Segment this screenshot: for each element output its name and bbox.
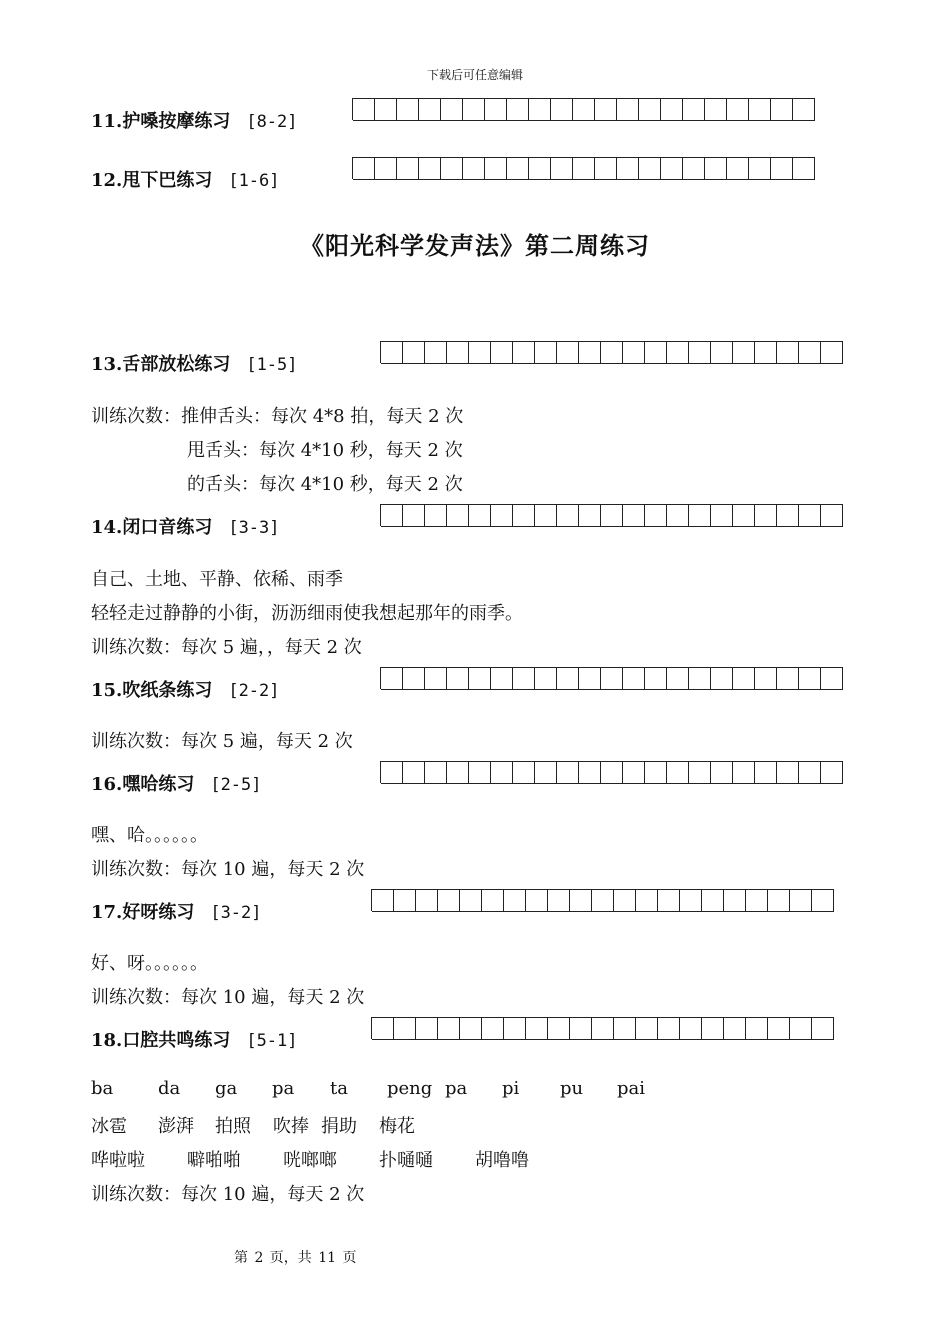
grid-cell: [645, 341, 667, 364]
pinyin-syllable: pai: [617, 1078, 646, 1099]
exercise-heading: [91, 898, 262, 924]
grid-cell: [579, 504, 601, 527]
grid-cell: [623, 761, 645, 784]
grid-cell: [551, 98, 573, 121]
grid-cell: [777, 667, 799, 690]
grid-cell: [529, 98, 551, 121]
grid-cell: [711, 667, 733, 690]
header-note: 下载后可任意编辑: [426, 68, 523, 82]
word-row: [0, 1146, 950, 1170]
grid-cell: [469, 504, 491, 527]
practice-word: 扑嗵嗵: [379, 1150, 433, 1171]
practice-word: 拍照: [215, 1116, 251, 1137]
grid-cell: [463, 157, 485, 180]
grid-cell: [535, 504, 557, 527]
grid-cell: [793, 98, 815, 121]
grid-cell: [447, 667, 469, 690]
grid-cell: [491, 341, 513, 364]
word-row: [0, 1112, 950, 1136]
exercise-code: [5-1]: [246, 1031, 298, 1051]
grid-cell: [491, 504, 513, 527]
grid-cell: [661, 98, 683, 121]
grid-cell: [658, 1017, 680, 1040]
grid-cell: [733, 667, 755, 690]
grid-cell: [507, 157, 529, 180]
grid-cell: [636, 889, 658, 912]
grid-cell: [469, 667, 491, 690]
grid-cell: [689, 504, 711, 527]
grid-cell: [749, 157, 771, 180]
exercise-name: 13.舌部放松练习: [91, 354, 231, 375]
grid-cell: [821, 667, 843, 690]
grid-cell: [416, 889, 438, 912]
practice-word: 吹捧: [273, 1116, 309, 1137]
grid-cell: [419, 98, 441, 121]
exercise-code: [3-2]: [210, 903, 262, 923]
grid-cell: [689, 761, 711, 784]
exercise-name: 17.好呀练习: [91, 902, 195, 923]
exercise-code: [1-5]: [246, 355, 298, 375]
grid-cell: [777, 504, 799, 527]
grid-cell: [790, 889, 812, 912]
grid-cell: [771, 98, 793, 121]
exercise-code: [3-3]: [228, 518, 280, 538]
exercise-heading: [91, 107, 298, 133]
training-count: 训练次数：推伸舌头：每次 4*8 拍，每天 2 次: [91, 406, 464, 427]
pinyin-row: [0, 1078, 950, 1102]
grid-cell: [614, 1017, 636, 1040]
practice-word: 澎湃: [158, 1116, 194, 1137]
exercise-code: [2-2]: [228, 681, 280, 701]
tracking-grid: [371, 1017, 834, 1039]
grid-cell: [469, 761, 491, 784]
grid-cell: [617, 157, 639, 180]
grid-cell: [705, 98, 727, 121]
grid-cell: [535, 761, 557, 784]
grid-cell: [623, 504, 645, 527]
grid-cell: [491, 667, 513, 690]
grid-cell: [397, 98, 419, 121]
practice-word: 噼啪啪: [187, 1150, 241, 1171]
grid-cell: [425, 761, 447, 784]
grid-cell: [680, 889, 702, 912]
practice-word: 哗啦啦: [91, 1150, 145, 1171]
grid-cell: [645, 761, 667, 784]
grid-cell: [680, 1017, 702, 1040]
grid-cell: [799, 667, 821, 690]
grid-cell: [507, 98, 529, 121]
practice-syllables: 好、呀。。。。。。: [91, 953, 208, 974]
exercise-name: 14.闭口音练习: [91, 517, 213, 538]
grid-cell: [645, 504, 667, 527]
grid-cell: [353, 157, 375, 180]
grid-cell: [595, 157, 617, 180]
grid-cell: [491, 761, 513, 784]
grid-cell: [667, 341, 689, 364]
tracking-grid: [352, 98, 815, 120]
grid-cell: [617, 98, 639, 121]
grid-cell: [353, 98, 375, 121]
grid-cell: [529, 157, 551, 180]
grid-cell: [711, 341, 733, 364]
grid-cell: [711, 504, 733, 527]
grid-cell: [570, 889, 592, 912]
grid-cell: [755, 504, 777, 527]
grid-cell: [463, 98, 485, 121]
grid-cell: [592, 889, 614, 912]
grid-cell: [513, 761, 535, 784]
grid-cell: [733, 504, 755, 527]
exercise-code: [8-2]: [246, 112, 298, 132]
grid-cell: [601, 667, 623, 690]
exercise-name: 11.护嗓按摩练习: [91, 111, 231, 132]
grid-cell: [557, 667, 579, 690]
grid-cell: [799, 504, 821, 527]
grid-cell: [579, 341, 601, 364]
training-count: 训练次数：每次 10 遍，每天 2 次: [91, 987, 365, 1008]
practice-sentence: 轻轻走过静静的小街，沥沥细雨使我想起那年的雨季。: [91, 603, 523, 624]
grid-cell: [570, 1017, 592, 1040]
grid-cell: [557, 504, 579, 527]
tracking-grid: [380, 504, 843, 526]
grid-cell: [755, 341, 777, 364]
grid-cell: [526, 889, 548, 912]
grid-cell: [397, 157, 419, 180]
grid-cell: [702, 889, 724, 912]
grid-cell: [557, 761, 579, 784]
grid-cell: [485, 98, 507, 121]
grid-cell: [394, 889, 416, 912]
grid-cell: [683, 98, 705, 121]
pinyin-syllable: ba: [91, 1078, 114, 1099]
grid-cell: [689, 667, 711, 690]
exercise-heading: [91, 1026, 298, 1052]
grid-cell: [419, 157, 441, 180]
grid-cell: [438, 1017, 460, 1040]
grid-cell: [551, 157, 573, 180]
grid-cell: [821, 761, 843, 784]
exercise-code: [1-6]: [228, 171, 280, 191]
grid-cell: [777, 341, 799, 364]
grid-cell: [372, 889, 394, 912]
grid-cell: [746, 889, 768, 912]
practice-word: 冰雹: [91, 1116, 127, 1137]
grid-cell: [821, 504, 843, 527]
practice-word: 胡噜噜: [475, 1150, 529, 1171]
training-count: 训练次数：每次 5 遍，每天 2 次: [91, 731, 353, 752]
grid-cell: [667, 761, 689, 784]
grid-cell: [733, 761, 755, 784]
grid-cell: [771, 157, 793, 180]
grid-cell: [749, 98, 771, 121]
training-count: 甩舌头：每次 4*10 秒，每天 2 次: [187, 440, 463, 461]
grid-cell: [394, 1017, 416, 1040]
tracking-grid: [380, 341, 843, 363]
tracking-grid: [380, 667, 843, 689]
grid-cell: [416, 1017, 438, 1040]
grid-cell: [636, 1017, 658, 1040]
practice-word: 捐助: [321, 1116, 357, 1137]
grid-cell: [375, 157, 397, 180]
grid-cell: [755, 761, 777, 784]
training-count: 训练次数：每次 10 遍，每天 2 次: [91, 1184, 365, 1205]
pinyin-syllable: pi: [502, 1078, 520, 1099]
grid-cell: [724, 1017, 746, 1040]
grid-cell: [381, 761, 403, 784]
exercise-name: 15.吹纸条练习: [91, 680, 213, 701]
pinyin-syllable: pa: [445, 1078, 468, 1099]
grid-cell: [441, 157, 463, 180]
grid-cell: [727, 98, 749, 121]
practice-syllables: 嘿、哈。。。。。。: [91, 825, 208, 846]
grid-cell: [381, 667, 403, 690]
grid-cell: [812, 889, 834, 912]
grid-cell: [595, 98, 617, 121]
exercise-heading: [91, 770, 262, 796]
grid-cell: [667, 667, 689, 690]
grid-cell: [460, 889, 482, 912]
training-count: 训练次数：每次 10 遍，每天 2 次: [91, 859, 365, 880]
grid-cell: [438, 889, 460, 912]
pinyin-syllable: pa: [272, 1078, 295, 1099]
exercise-heading: [91, 166, 280, 192]
grid-cell: [504, 1017, 526, 1040]
pinyin-syllable: ga: [215, 1078, 238, 1099]
pinyin-syllable: ta: [330, 1078, 348, 1099]
grid-cell: [535, 341, 557, 364]
grid-cell: [372, 1017, 394, 1040]
pinyin-syllable: pu: [560, 1078, 584, 1099]
grid-cell: [705, 157, 727, 180]
grid-cell: [403, 504, 425, 527]
grid-cell: [667, 504, 689, 527]
grid-cell: [799, 341, 821, 364]
grid-cell: [777, 761, 799, 784]
practice-word: 咣啷啷: [283, 1150, 337, 1171]
grid-cell: [601, 761, 623, 784]
practice-word: 梅花: [379, 1116, 415, 1137]
page-number: 第 2 页，共 11 页: [234, 1250, 357, 1266]
grid-cell: [573, 98, 595, 121]
grid-cell: [381, 341, 403, 364]
grid-cell: [460, 1017, 482, 1040]
grid-cell: [645, 667, 667, 690]
grid-cell: [790, 1017, 812, 1040]
grid-cell: [724, 889, 746, 912]
pinyin-syllable: da: [158, 1078, 181, 1099]
training-count: 训练次数：每次 5 遍，，每天 2 次: [91, 637, 362, 658]
grid-cell: [592, 1017, 614, 1040]
tracking-grid: [352, 157, 815, 179]
practice-words: 自己、土地、平静、依稀、雨季: [91, 569, 343, 590]
grid-cell: [447, 341, 469, 364]
grid-cell: [812, 1017, 834, 1040]
grid-cell: [375, 98, 397, 121]
grid-cell: [711, 761, 733, 784]
grid-cell: [469, 341, 491, 364]
pinyin-syllable: peng: [387, 1078, 433, 1099]
exercise-code: [2-5]: [210, 775, 262, 795]
exercise-name: 16.嘿哈练习: [91, 774, 195, 795]
grid-cell: [799, 761, 821, 784]
grid-cell: [482, 889, 504, 912]
grid-cell: [535, 667, 557, 690]
page-title: 《阳光科学发声法》第二周练习: [300, 231, 650, 260]
training-count: 的舌头：每次 4*10 秒，每天 2 次: [187, 474, 463, 495]
grid-cell: [425, 504, 447, 527]
grid-cell: [639, 157, 661, 180]
grid-cell: [623, 341, 645, 364]
grid-cell: [485, 157, 507, 180]
tracking-grid: [380, 761, 843, 783]
grid-cell: [733, 341, 755, 364]
grid-cell: [601, 504, 623, 527]
grid-cell: [526, 1017, 548, 1040]
exercise-heading: [91, 676, 280, 702]
grid-cell: [403, 761, 425, 784]
grid-cell: [548, 889, 570, 912]
grid-cell: [727, 157, 749, 180]
grid-cell: [447, 761, 469, 784]
exercise-heading: [91, 350, 298, 376]
grid-cell: [579, 667, 601, 690]
grid-cell: [403, 667, 425, 690]
grid-cell: [425, 341, 447, 364]
grid-cell: [689, 341, 711, 364]
grid-cell: [513, 341, 535, 364]
grid-cell: [658, 889, 680, 912]
grid-cell: [821, 341, 843, 364]
grid-cell: [623, 667, 645, 690]
grid-cell: [579, 761, 601, 784]
grid-cell: [661, 157, 683, 180]
grid-cell: [441, 98, 463, 121]
grid-cell: [513, 504, 535, 527]
grid-cell: [557, 341, 579, 364]
grid-cell: [513, 667, 535, 690]
grid-cell: [755, 667, 777, 690]
grid-cell: [768, 889, 790, 912]
tracking-grid: [371, 889, 834, 911]
grid-cell: [614, 889, 636, 912]
grid-cell: [482, 1017, 504, 1040]
exercise-name: 18.口腔共鸣练习: [91, 1030, 231, 1051]
grid-cell: [447, 504, 469, 527]
grid-cell: [573, 157, 595, 180]
grid-cell: [793, 157, 815, 180]
grid-cell: [768, 1017, 790, 1040]
grid-cell: [548, 1017, 570, 1040]
grid-cell: [381, 504, 403, 527]
grid-cell: [746, 1017, 768, 1040]
grid-cell: [683, 157, 705, 180]
exercise-heading: [91, 513, 280, 539]
grid-cell: [403, 341, 425, 364]
grid-cell: [639, 98, 661, 121]
grid-cell: [425, 667, 447, 690]
grid-cell: [601, 341, 623, 364]
grid-cell: [702, 1017, 724, 1040]
grid-cell: [504, 889, 526, 912]
exercise-name: 12.甩下巴练习: [91, 170, 213, 191]
